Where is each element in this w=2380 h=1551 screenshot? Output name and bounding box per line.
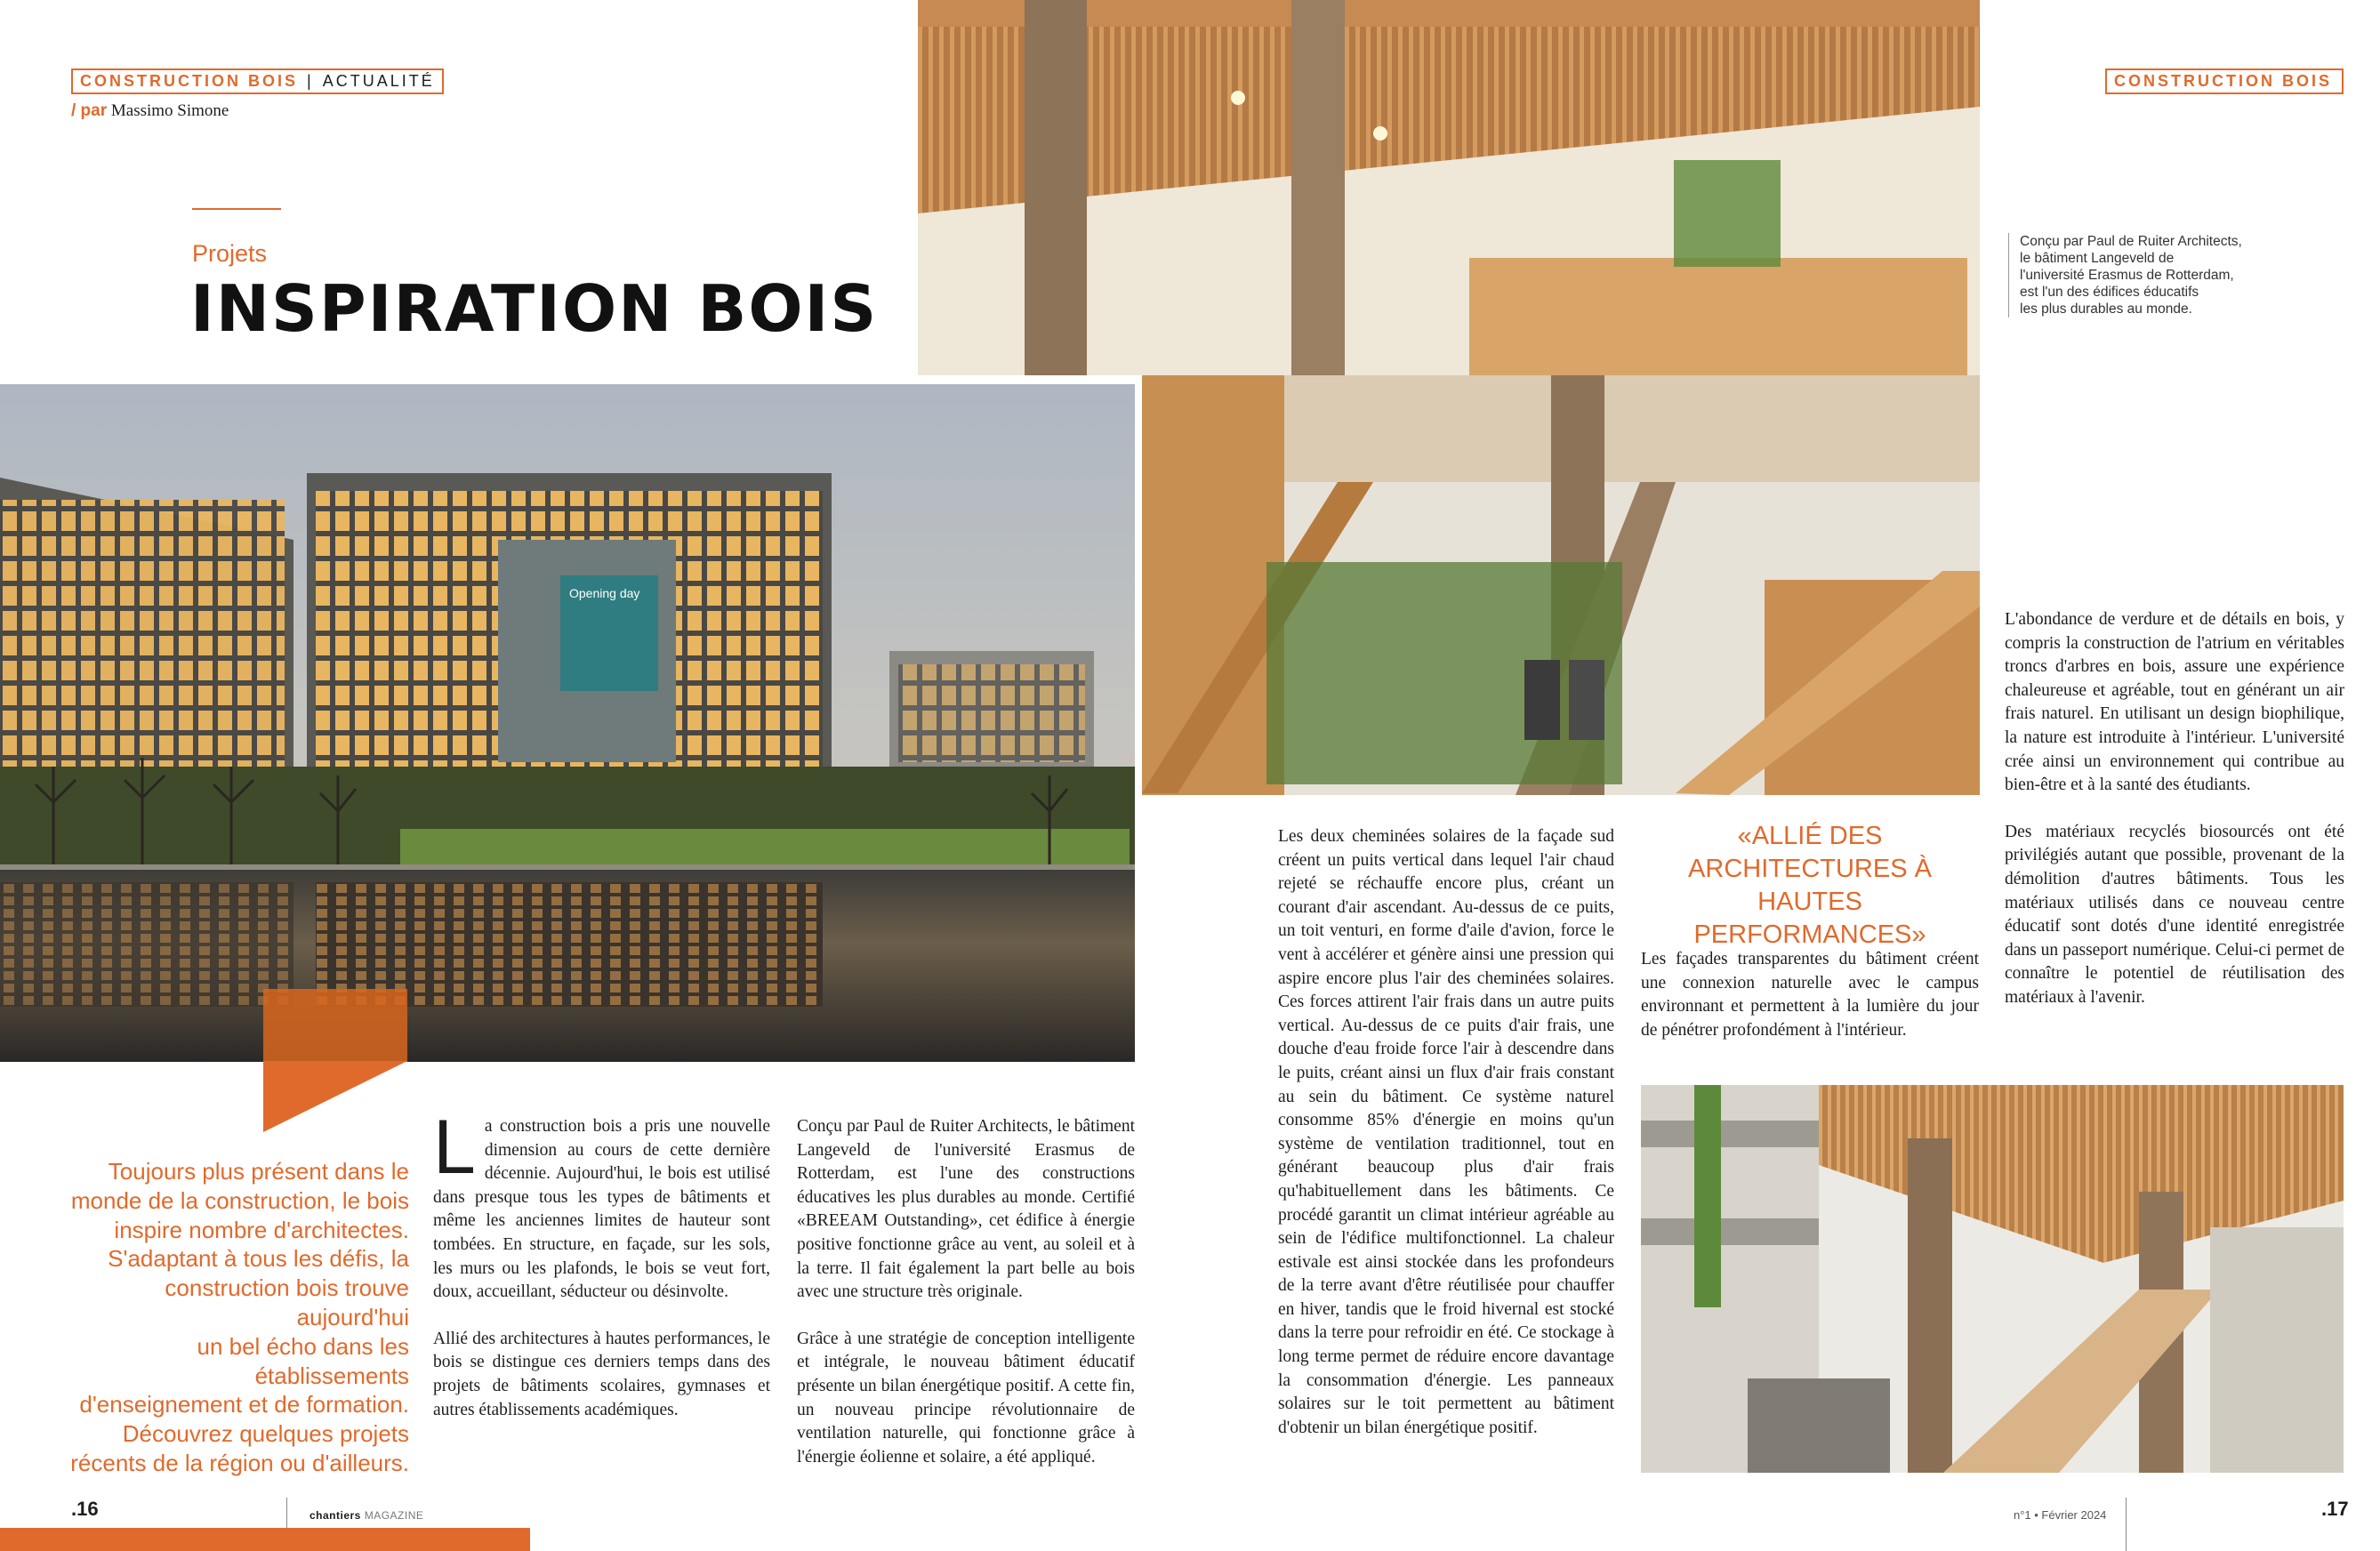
col2-paragraph-1: Conçu par Paul de Ruiter Architects, le bâtiment Langeveld de l'université Erasmus de Rotterdam, est l'une des constructions éducatives les plus durables au monde. Certifié «BREEAM Outstanding», cet édifice à énergie positive fonctionne grâce au vent, au soleil et à la terre. Il fait également la part belle au bois avec une structure très originale. xyxy=(797,1117,1135,1302)
chapeau-line: un bel écho dans les établissements xyxy=(197,1332,409,1389)
article-kicker: Projets xyxy=(192,240,268,267)
title-rule xyxy=(192,208,281,210)
chapeau-line: Découvrez quelques projets xyxy=(122,1420,409,1448)
drop-cap: L xyxy=(433,1105,476,1190)
chapeau-line: d'enseignement et de formation. xyxy=(79,1391,409,1418)
caption-line: l'université Erasmus de Rotterdam, xyxy=(2020,268,2234,283)
col1-paragraph-1: a construction bois a pris une nouvelle dimension au cours de cette dernière décennie. Aujourd'hui, le bois est utilisé dans presque tous les types de bâtiments et même les anciennes limites de hauteur sont tombées. En structure, en façade, sur les sols, les murs ou les plafonds, le bois se veut fort, doux, accueillant, séducteur ou désinvolte. xyxy=(433,1117,770,1302)
billboard-text: Opening day xyxy=(569,586,640,600)
chapeau-line: Toujours plus présent dans le xyxy=(108,1158,409,1185)
tag-separator: | xyxy=(307,72,314,90)
body-column-2 xyxy=(797,1115,1135,1492)
byline xyxy=(71,101,229,121)
byline-prefix: / par xyxy=(71,101,108,120)
footer-divider-right xyxy=(2126,1498,2127,1551)
chapeau-line: inspire nombre d'architectes. xyxy=(114,1216,409,1243)
exterior-photo xyxy=(0,384,1135,1062)
col5-paragraph-2: Des matériaux recyclés biosourcés ont été privilégiés autant que possible, provenant de la démolition d'autres bâtiments. Tous les matériaux utilisés dans ce nouveau centre éducatif sont dotés d'une identité enregistrée dans un passeport numérique. Celui-ci permet de connaître le potentiel de réutilisation des matériaux à l'avenir. xyxy=(2005,822,2344,1007)
atrium-photo-top xyxy=(918,0,1980,375)
page-number-right: .17 xyxy=(2321,1498,2349,1520)
caption-line: les plus durables au monde. xyxy=(2020,301,2192,317)
col1-paragraph-2: Allié des architectures à hautes performances, le bois se distingue ces derniers temps dans des projets de bâtiments scolaires, gymnases et autres établissements académiques. xyxy=(433,1329,770,1419)
section-label-right: CONSTRUCTION BOIS xyxy=(2114,72,2333,90)
section-tag-right xyxy=(2105,68,2344,94)
chapeau-line: S'adaptant à tous les défis, la xyxy=(108,1245,409,1273)
chapeau-line: récents de la région ou d'ailleurs. xyxy=(70,1449,409,1476)
page-number-left: .16 xyxy=(71,1498,99,1520)
orange-accent-triangle xyxy=(263,1061,407,1132)
photo-caption xyxy=(2008,233,2287,317)
atrium-image-main xyxy=(1142,375,1980,795)
body-column-3 xyxy=(1278,825,1614,1463)
col2-paragraph-2: Grâce à une stratégie de conception intelligente et intégrale, le nouveau bâtiment éducatif présente un bilan énergétique positif. A cette fin, un nouveau principe révolutionnaire de ventilation naturelle, qui fonctionne grâce à l'énergie éolienne et solaire, a été appliqué. xyxy=(797,1329,1135,1467)
author-name: Massimo Simone xyxy=(110,101,229,120)
col3-paragraph-1: Les deux cheminées solaires de la façade sud créent un puits vertical dans lequel l'air chaud rejeté se réchauffe encore plus, créant un courant d'air ascendant. Au-dessus de ce puits, un toit venturi, en forme d'aile d'avion, force le vent à accélérer et génère ainsi une pression qui aspire encore plus l'air des cheminées solaires. Ces forces attirent l'air frais dans un autre puits vertical. Au-dessus de ce puits d'air frais, une douche d'eau froide force l'air à descendre dans le puits, créant ainsi un flux d'air frais constant au sein du bâtiment. Ce système naturel consomme 85% d'énergie en moins qu'un système de ventilation traditionnel, tout en générant beaucoup plus d'air frais qu'habituellement dans les bâtiments. Ce procédé garantit un climat intérieur agréable au sein de l'édifice multifonctionnel. La chaleur estivale est ainsi stockée dans les profondeurs de la terre avant d'être réutilisée pour chauffer en hiver, tandis que le froid hivernal est stocké dans la terre pour refroidir en été. Ce stockage à long terme permet de réduire encore davantage la consommation d'énergie. Les panneaux solaires sur le toit permettent au bâtiment d'obtenir un bilan énergétique positif. xyxy=(1278,827,1614,1437)
atrium-image-bottom xyxy=(1641,1085,2344,1473)
caption-line: Conçu par Paul de Ruiter Architects, xyxy=(2020,234,2242,249)
category-label: ACTUALITÉ xyxy=(322,72,435,90)
chapeau-line: construction bois trouve aujourd'hui xyxy=(165,1274,409,1330)
body-column-1 xyxy=(433,1105,770,1445)
chapeau-line: monde de la construction, le bois xyxy=(70,1186,409,1214)
atrium-photo-bottom xyxy=(1641,1085,2344,1473)
magazine-name xyxy=(310,1509,423,1522)
pullquote-line: PERFORMANCES» xyxy=(1693,920,1926,949)
col4-paragraph-1: Les façades transparentes du bâtiment créent une connexion naturelle avec le campus environnant et permettent à la lumière du jour de pénétrer profondément à l'intérieur. xyxy=(1641,950,1979,1040)
exterior-building-image xyxy=(0,384,1135,1062)
atrium-image-top xyxy=(918,0,1980,375)
orange-accent-square xyxy=(263,989,407,1062)
body-column-5 xyxy=(2005,608,2344,1033)
page-title: INSPIRATION BOIS xyxy=(190,271,879,346)
section-label: CONSTRUCTION BOIS xyxy=(80,72,299,90)
caption-line: est l'un des édifices éducatifs xyxy=(2020,285,2199,300)
pull-quote xyxy=(1641,820,1979,952)
footer-orange-bar xyxy=(0,1528,530,1551)
caption-line: le bâtiment Langeveld de xyxy=(2020,251,2175,266)
pullquote-line: «ALLIÉ DES xyxy=(1737,822,1883,850)
col5-paragraph-1: L'abondance de verdure et de détails en bois, y compris la construction de l'atrium en véritables troncs d'arbres en bois, assure une expérience chaleureuse et agréable, tout en générant un air frais naturel. En utilisant un design biophilique, la nature est introduite à l'intérieur. L'université crée ainsi un environnement qui contribue au bien-être et à la santé des étudiants. xyxy=(2005,610,2344,795)
section-tag-left xyxy=(71,68,444,94)
pullquote-line: ARCHITECTURES À HAUTES xyxy=(1688,855,1932,916)
issue-info: n°1 • Février 2024 xyxy=(2014,1508,2107,1522)
article-chapeau xyxy=(53,1157,409,1478)
magazine-name-light: MAGAZINE xyxy=(364,1509,424,1522)
body-column-4 xyxy=(1641,948,1979,1065)
magazine-name-bold: chantiers xyxy=(310,1509,361,1522)
atrium-photo-main xyxy=(1142,375,1980,795)
